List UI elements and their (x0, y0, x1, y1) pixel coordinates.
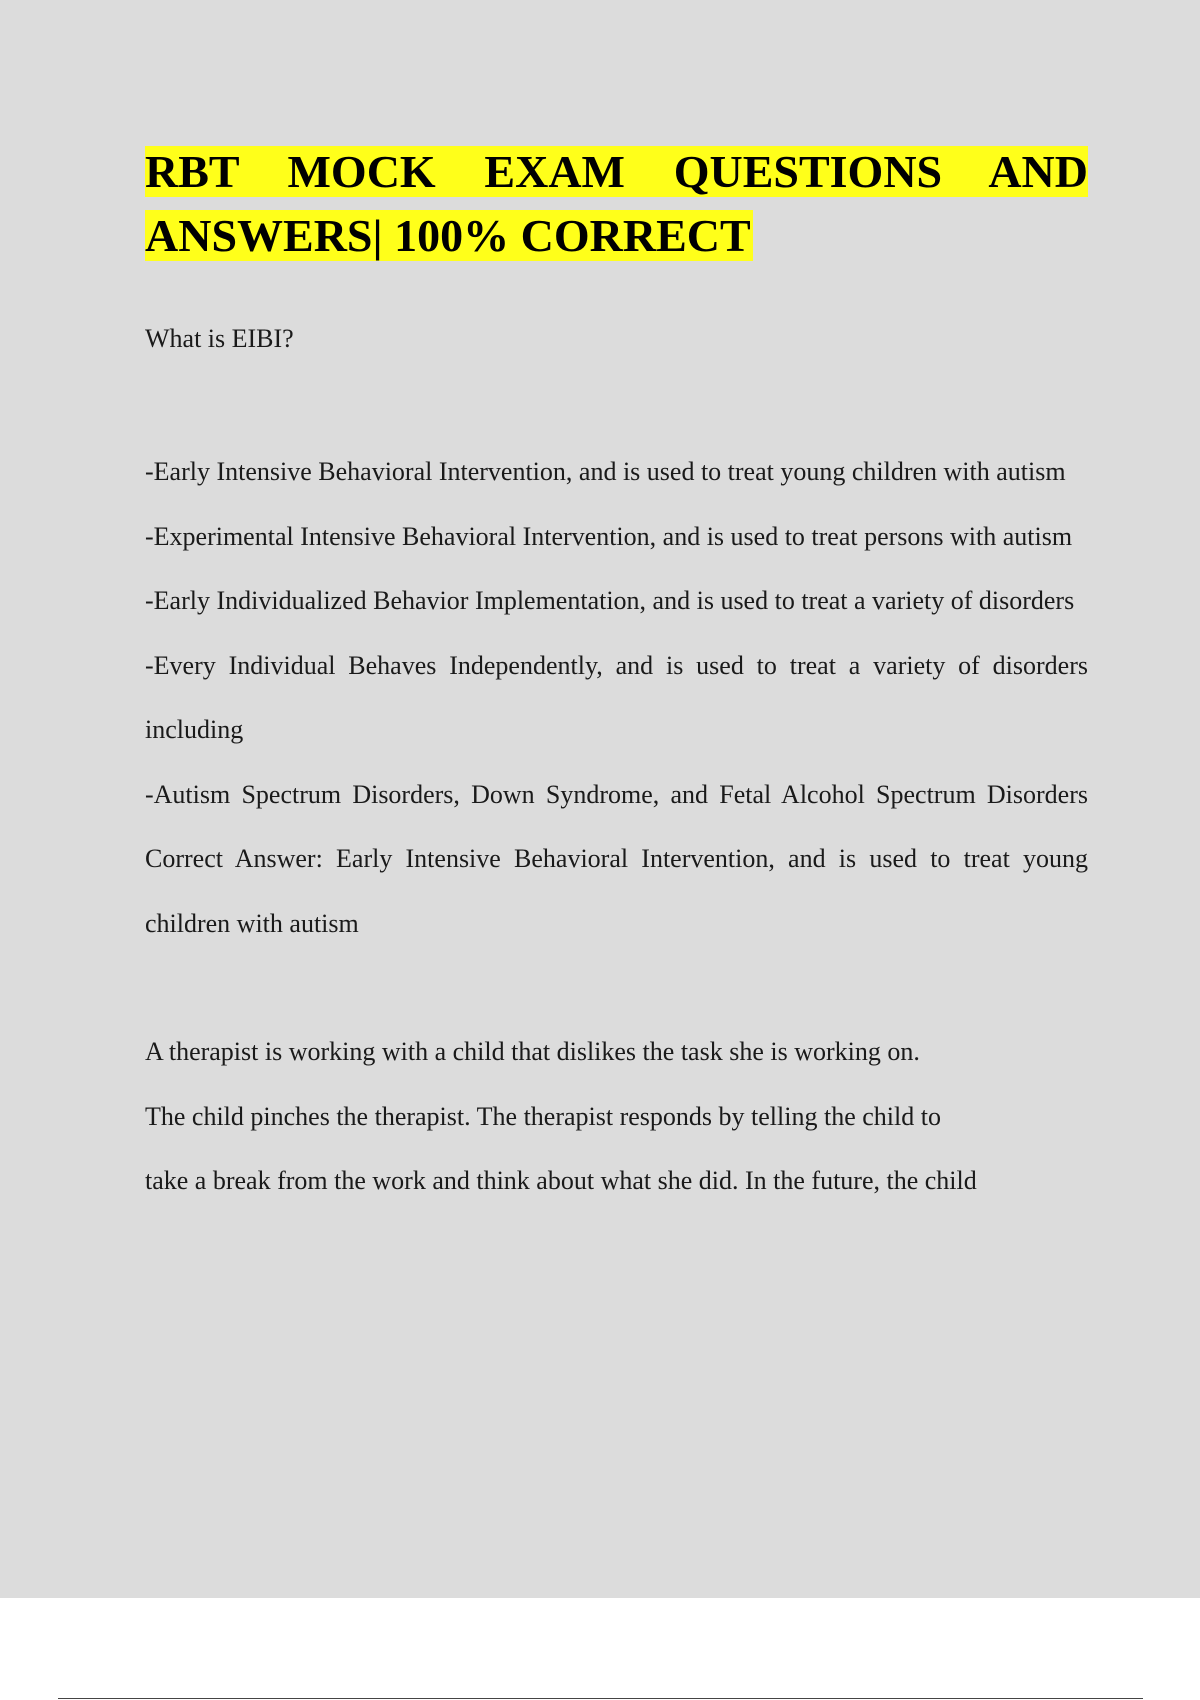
footer-divider (58, 1698, 1143, 1699)
question-2-line-3: take a break from the work and think about what she did. In the future, the child (145, 1166, 977, 1195)
question-1-option-5-and-answer: -Autism Spectrum Disorders, Down Syndrome, and Fetal Alcohol Spectrum Disorders Correct Answer: Early Intensive Behavioral Intervention, and is used to treat young children with autism (145, 779, 1088, 938)
document-title (145, 140, 1088, 268)
question-1-option-3: -Early Individualized Behavior Implementation, and is used to treat a variety of disorders (145, 586, 1075, 615)
document-title-text: RBT MOCK EXAM QUESTIONS AND ANSWERS| 100% CORRECT (145, 146, 1088, 261)
question-1-options (145, 440, 1088, 956)
question-1-option-2: -Experimental Intensive Behavioral Intervention, and is used to treat persons with autism (145, 521, 1073, 551)
question-2-line-2: The child pinches the therapist. The therapist responds by telling the child to (145, 1101, 941, 1131)
document-content (145, 140, 1088, 1214)
question-1-option-4: -Every Individual Behaves Independently, and is used to treat a variety of disorders including (145, 650, 1088, 744)
question-1-option-1: -Early Intensive Behavioral Intervention, and is used to treat young children with autism (145, 457, 1066, 486)
question-2-line-1: A therapist is working with a child that dislikes the task she is working on. (145, 1037, 920, 1066)
question-2 (145, 1020, 1088, 1214)
question-1-prompt: What is EIBI? (145, 324, 294, 353)
